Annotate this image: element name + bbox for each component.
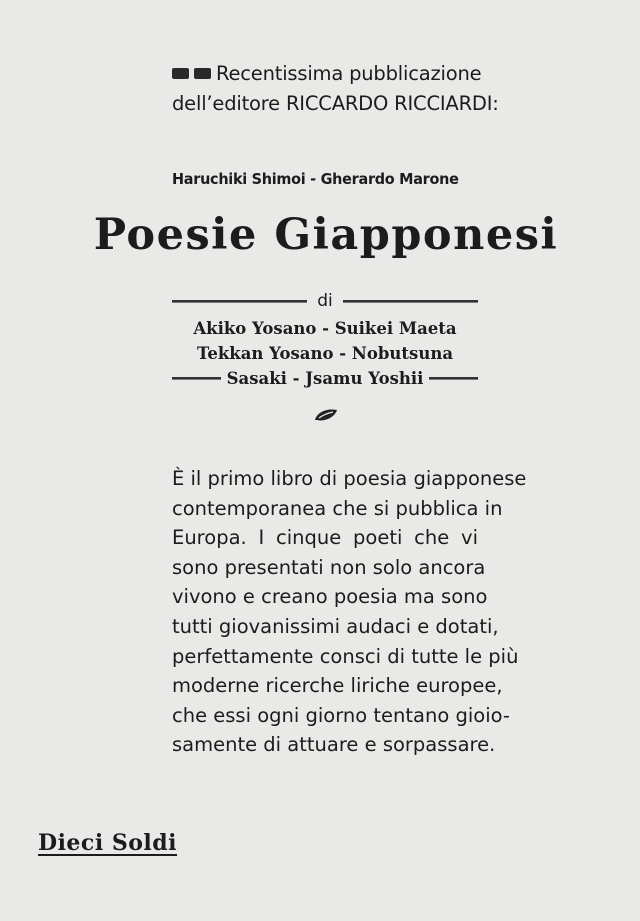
text-line: samente di attuare e sorpassare. — [172, 733, 496, 757]
text-line: vivono e creano poesia ma sono — [172, 585, 488, 609]
text-line: tutti giovanissimi audaci e dotati, — [172, 614, 499, 638]
editors: Haruchiki Shimoi - Gherardo Marone — [172, 170, 459, 188]
poets-line — [172, 369, 478, 388]
publisher-line: dell’editore RICCARDO RICCIARDI: — [172, 92, 499, 115]
text-line: contemporanea che si pubblica in — [172, 496, 503, 520]
divider-rule — [172, 300, 307, 303]
ornament-icon — [194, 68, 211, 79]
publication-announcement — [172, 62, 482, 85]
di-label: di — [317, 291, 333, 311]
divider-rule — [343, 300, 478, 303]
poets-line: Akiko Yosano - Suikei Maeta — [193, 319, 457, 338]
text-line: Europa. I cinque poeti che vi — [172, 526, 478, 550]
description-paragraph — [172, 464, 527, 760]
text-line: sono presentati non solo ancora — [172, 555, 486, 579]
divider-rule — [429, 377, 478, 380]
leaf-ornament-icon — [313, 408, 339, 422]
di-divider — [172, 291, 478, 311]
announcement-line: Recentissima pubblicazione — [216, 62, 482, 85]
ornament-icon — [172, 68, 189, 79]
poets-line: Tekkan Yosano - Nobutsuna — [196, 344, 454, 363]
divider-rule — [172, 377, 221, 380]
text-line: che essi ogni giorno tentano gioio- — [172, 703, 510, 727]
text-line: È il primo libro di poesia giapponese — [172, 467, 527, 490]
text-line: moderne ricerche liriche europee, — [172, 674, 503, 698]
price-label: Dieci Soldi — [38, 830, 178, 856]
book-title: Poesie Giapponesi — [93, 210, 559, 260]
poets-line-text: Sasaki - Jsamu Yoshii — [226, 369, 424, 388]
text-line: perfettamente consci di tutte le più — [172, 644, 519, 668]
